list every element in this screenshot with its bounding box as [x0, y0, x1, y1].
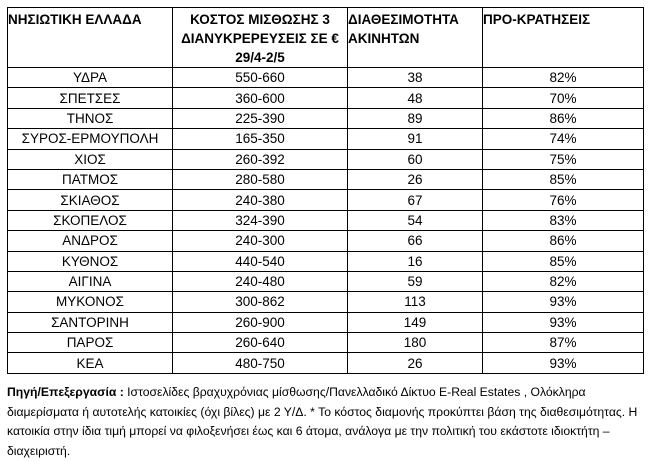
cell-island: ΠΑΡΟΣ	[8, 333, 173, 353]
cell-cost: 240-300	[173, 231, 348, 251]
source-note	[7, 383, 647, 461]
table-row	[8, 312, 644, 332]
table-row	[8, 190, 644, 210]
cell-cost: 360-600	[173, 88, 348, 108]
header-cost-line1: ΚΟΣΤΟΣ ΜΙΣΘΩΣΗΣ 3	[190, 12, 330, 27]
table-row	[8, 251, 644, 271]
cell-cost: 260-640	[173, 333, 348, 353]
table-row	[8, 129, 644, 149]
table-row	[8, 169, 644, 189]
header-island	[8, 8, 173, 68]
cell-bookings: 87%	[483, 333, 644, 353]
header-cost-line2: ΔΙΑΝΥΚΡΕΡΕΥΣΕΙΣ ΣΕ €	[181, 31, 339, 46]
cell-bookings: 86%	[483, 231, 644, 251]
cell-island: ΤΗΝΟΣ	[8, 108, 173, 128]
header-bookings	[483, 8, 644, 68]
table-row	[8, 292, 644, 312]
header-island-label: ΝΗΣΙΩΤΙΚΗ ΕΛΛΑΔΑ	[8, 12, 142, 27]
cell-bookings: 76%	[483, 190, 644, 210]
cell-bookings: 82%	[483, 271, 644, 291]
table-row	[8, 68, 644, 88]
cell-availability: 149	[348, 312, 483, 332]
cell-bookings: 93%	[483, 312, 644, 332]
cell-island: ΧΙΟΣ	[8, 149, 173, 169]
cell-bookings: 74%	[483, 129, 644, 149]
table-header-row	[8, 8, 644, 68]
cell-bookings: 83%	[483, 210, 644, 230]
rental-cost-table	[7, 7, 644, 374]
cell-bookings: 93%	[483, 292, 644, 312]
table-row	[8, 271, 644, 291]
table-row	[8, 210, 644, 230]
table-row	[8, 231, 644, 251]
cell-bookings: 82%	[483, 68, 644, 88]
cell-cost: 225-390	[173, 108, 348, 128]
cell-bookings: 85%	[483, 251, 644, 271]
cell-island: ΜΥΚΟΝΟΣ	[8, 292, 173, 312]
table-row	[8, 149, 644, 169]
table-row	[8, 108, 644, 128]
cell-bookings: 70%	[483, 88, 644, 108]
cell-bookings: 93%	[483, 353, 644, 373]
cell-island: ΣΚΙΑΘΟΣ	[8, 190, 173, 210]
cell-cost: 300-862	[173, 292, 348, 312]
source-label: Πηγή/Επεξεργασία :	[7, 385, 124, 399]
source-text: Ιστοσελίδες βραχυχρόνιας μίσθωσης/Πανελλαδικό Δίκτυο E-Real Estates , Ολόκληρα διαμερίσματα ή αυτοτελής κατοικίες (όχι βίλες) με 2 Υ/Δ. * Το κόστος διαμονής προκύπτει βάση της διαθεσιμότητας. Η κατοικία στην ίδια τιμή μπορεί να φιλοξενήσει έως και 6 άτομα, ανάλογα με την πολιτική του εκάστοτε ιδιοκτήτη – διαχειριστή.	[7, 385, 638, 458]
table-row	[8, 353, 644, 373]
cell-cost: 550-660	[173, 68, 348, 88]
header-bookings-label: ΠΡΟ-ΚΡΑΤΗΣΕΙΣ	[483, 12, 591, 27]
cell-availability: 16	[348, 251, 483, 271]
cell-availability: 38	[348, 68, 483, 88]
cell-availability: 89	[348, 108, 483, 128]
cell-cost: 480-750	[173, 353, 348, 373]
cell-island: ΣΥΡΟΣ-ΕΡΜΟΥΠΟΛΗ	[8, 129, 173, 149]
table-row	[8, 88, 644, 108]
cell-island: ΚΥΘΝΟΣ	[8, 251, 173, 271]
cell-cost: 260-900	[173, 312, 348, 332]
cell-cost: 280-580	[173, 169, 348, 189]
header-availability-line1: ΔΙΑΘΕΣΙΜΟΤΗΤΑ	[348, 12, 459, 27]
header-availability-line2: ΑΚΙΝΗΤΩΝ	[348, 31, 420, 46]
cell-island: ΠΑΤΜΟΣ	[8, 169, 173, 189]
cell-availability: 180	[348, 333, 483, 353]
cell-availability: 26	[348, 169, 483, 189]
cell-cost: 165-350	[173, 129, 348, 149]
header-cost-line3: 29/4-2/5	[235, 50, 285, 65]
cell-cost: 260-392	[173, 149, 348, 169]
table-row	[8, 333, 644, 353]
cell-availability: 26	[348, 353, 483, 373]
cell-island: ΣΚΟΠΕΛΟΣ	[8, 210, 173, 230]
cell-island: ΣΠΕΤΣΕΣ	[8, 88, 173, 108]
cell-island: ΑΙΓΙΝΑ	[8, 271, 173, 291]
cell-cost: 240-480	[173, 271, 348, 291]
cell-island: ΑΝΔΡΟΣ	[8, 231, 173, 251]
table-body	[8, 68, 644, 374]
cell-availability: 54	[348, 210, 483, 230]
cell-island: ΥΔΡΑ	[8, 68, 173, 88]
cell-availability: 91	[348, 129, 483, 149]
header-cost	[173, 8, 348, 68]
cell-cost: 440-540	[173, 251, 348, 271]
cell-availability: 66	[348, 231, 483, 251]
cell-bookings: 75%	[483, 149, 644, 169]
cell-cost: 324-390	[173, 210, 348, 230]
cell-bookings: 85%	[483, 169, 644, 189]
cell-availability: 67	[348, 190, 483, 210]
cell-availability: 113	[348, 292, 483, 312]
cell-cost: 240-380	[173, 190, 348, 210]
cell-availability: 60	[348, 149, 483, 169]
cell-bookings: 86%	[483, 108, 644, 128]
cell-island: ΚΕΑ	[8, 353, 173, 373]
header-availability	[348, 8, 483, 68]
cell-island: ΣΑΝΤΟΡΙΝΗ	[8, 312, 173, 332]
cell-availability: 59	[348, 271, 483, 291]
cell-availability: 48	[348, 88, 483, 108]
